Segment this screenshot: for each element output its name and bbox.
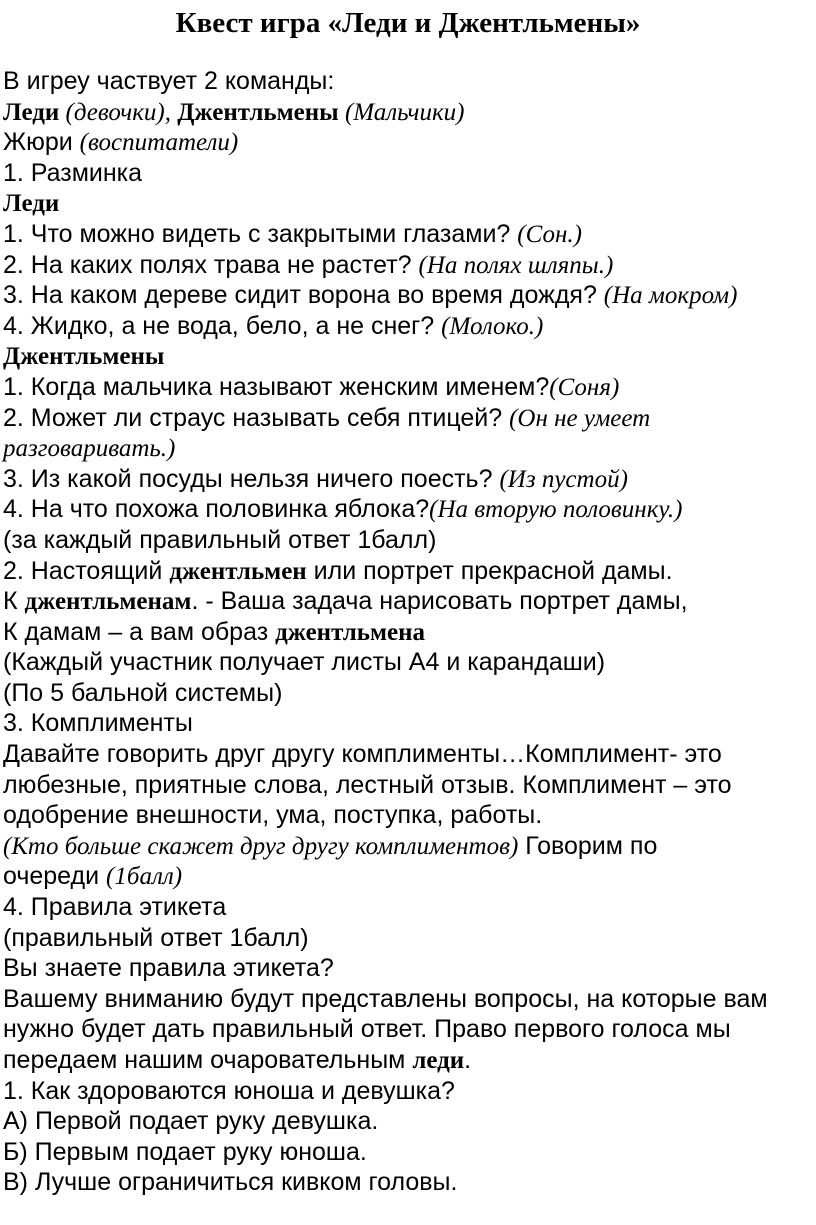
text-run: (По 5 бальной системы) [3, 678, 283, 707]
text-run: 4. Жидко, а не вода, бело, а не снег? [3, 311, 442, 340]
document-title: Квест игра «Леди и Джентльмены» [175, 7, 641, 39]
text-line [3, 984, 808, 1015]
text-run: 2. На каких полях трава не растет? [3, 250, 419, 279]
text-line [3, 433, 808, 464]
text-run: 1. Как здороваются юноша и девушка? [3, 1076, 455, 1105]
bold-text: джентльменам [24, 588, 192, 616]
italic-text: (Из пустой) [499, 465, 628, 493]
italic-text: (1балл) [106, 863, 183, 891]
text-line [3, 892, 808, 923]
italic-text: (Он не умеет [509, 404, 651, 432]
text-line [3, 372, 808, 403]
text-line [3, 556, 808, 587]
italic-text: (На мокром) [603, 282, 738, 310]
italic-text: (воспитатели) [79, 129, 239, 157]
text-line [3, 188, 808, 219]
text-line [3, 250, 808, 281]
text-line [3, 923, 808, 954]
bold-text: Леди [3, 98, 60, 126]
text-line [3, 219, 808, 250]
italic-text: (На полях шляпы.) [418, 251, 614, 279]
text-line [3, 280, 808, 311]
text-run: 4. Правила этикета [3, 893, 227, 922]
text-run: В игреу частвует 2 команды: [3, 67, 335, 95]
text-run: 1. Разминка [3, 158, 143, 187]
text-run: . [464, 1046, 472, 1074]
text-line [3, 525, 808, 556]
text-line [3, 1167, 808, 1198]
italic-text: (Сон.) [517, 220, 582, 248]
text-run: 3. Из какой посуды нельзя ничего поесть? [3, 464, 500, 493]
text-line [3, 403, 808, 434]
text-line [3, 953, 808, 984]
text-line [3, 1137, 808, 1168]
text-line [3, 464, 808, 495]
text-run: Давайте говорить друг другу комплименты…Комплимент- это [3, 740, 722, 769]
text-run: В) Лучше ограничиться кивком головы. [3, 1168, 458, 1197]
text-line [3, 311, 808, 342]
text-line [3, 617, 808, 648]
text-run: 4. На что похожа половинка яблока? [3, 495, 430, 524]
italic-text: (девочки), [59, 98, 178, 126]
text-run: Вы знаете правила этикета? [3, 954, 334, 983]
text-line [3, 770, 808, 801]
text-line [3, 158, 808, 189]
text-line [3, 1076, 808, 1107]
text-run: одобрение внешности, ума, поступка, работы. [3, 801, 543, 830]
bold-text: Джентльмены [3, 343, 165, 371]
italic-text: (На вторую половинку.) [429, 496, 683, 524]
bold-text: джентльмена [275, 618, 426, 646]
document-body [3, 66, 808, 1198]
text-line [3, 66, 808, 97]
text-run: А) Первой подает руку девушка. [3, 1107, 379, 1136]
text-line [3, 831, 808, 862]
text-line [3, 586, 808, 617]
text-run: любезные, приятные слова, лестный отзыв. Комплимент – это [3, 770, 732, 799]
text-line [3, 739, 808, 770]
text-line [3, 341, 808, 372]
italic-text: (Молоко.) [441, 312, 544, 340]
text-run: 2. Настоящий [3, 556, 170, 585]
text-run: К [3, 587, 25, 616]
text-run: 3. Комплименты [3, 709, 193, 738]
text-run: 1. Что можно видеть с закрытыми глазами? [3, 219, 518, 248]
text-line [3, 127, 808, 158]
text-line [3, 1014, 808, 1045]
text-line [3, 647, 808, 678]
italic-text: (Мальчики) [338, 98, 465, 126]
text-line [3, 800, 808, 831]
text-run: К дамам – а вам образ [3, 617, 276, 646]
text-run: передаем нашим очаровательным [3, 1046, 413, 1074]
text-line [3, 678, 808, 709]
italic-text: разговаривать.) [3, 435, 176, 463]
text-run: (Каждый участник получает листы А4 и карандаши) [3, 648, 606, 677]
text-run: Говорим по [518, 831, 658, 860]
bold-text: Леди [3, 190, 60, 218]
text-line [3, 1045, 808, 1076]
text-run: или портрет прекрасной дамы. [306, 556, 673, 585]
bold-text: джентльмен [169, 557, 307, 585]
text-run: Вашему вниманию будут представлены вопросы, на которые вам [3, 984, 768, 1013]
text-line [3, 1106, 808, 1137]
text-run: Б) Первым подает руку юноша. [3, 1137, 367, 1166]
text-run: 1. Когда мальчика называют женским именем? [3, 372, 550, 401]
text-line [3, 861, 808, 892]
text-run: нужно будет дать правильный ответ. Право первого голоса мы [3, 1015, 731, 1044]
text-run: (правильный ответ 1балл) [3, 923, 309, 952]
text-run: очереди [3, 862, 107, 891]
text-line [3, 97, 808, 128]
italic-text: (Соня) [549, 373, 620, 401]
text-run: . - Ваша задача нарисовать портрет дамы, [191, 587, 688, 616]
text-run: (за каждый правильный ответ 1балл) [3, 525, 437, 554]
bold-text: Джентльмены [177, 98, 339, 126]
text-run: 2. Может ли страус называть себя птицей? [3, 403, 510, 432]
text-run: 3. На каком дереве сидит ворона во время дождя? [3, 281, 604, 310]
bold-text: леди [412, 1047, 465, 1074]
text-line [3, 708, 808, 739]
italic-text: (Кто больше скажет друг другу комплиментов) [3, 832, 519, 860]
text-run: Жюри [3, 128, 80, 157]
text-line [3, 494, 808, 525]
